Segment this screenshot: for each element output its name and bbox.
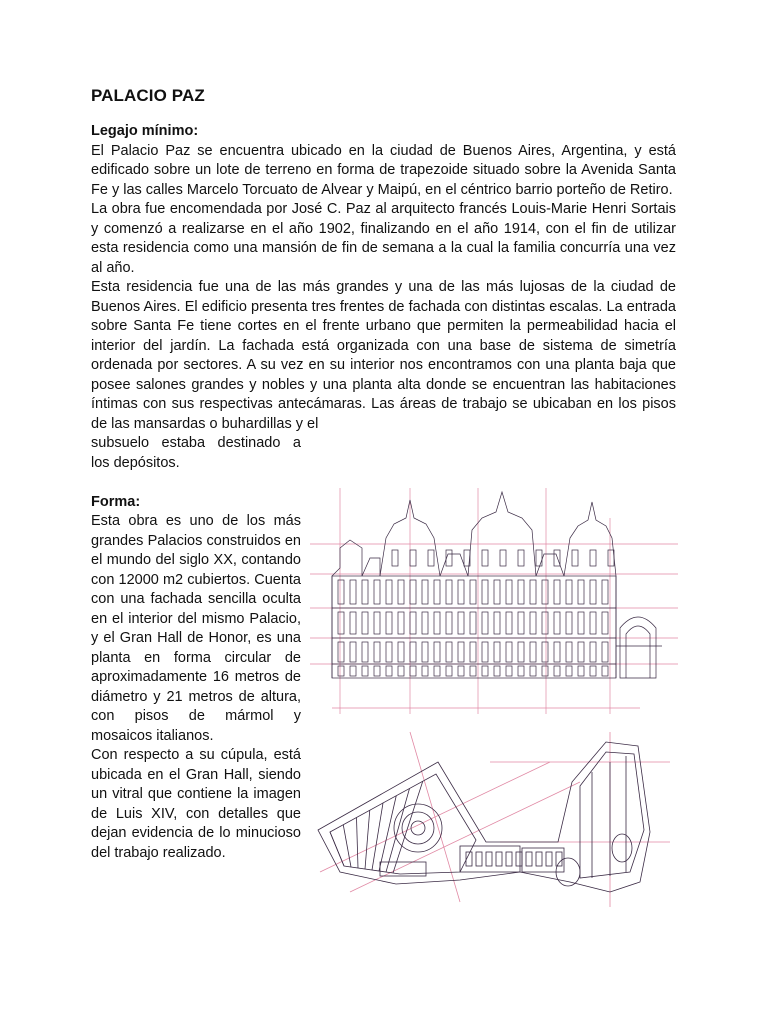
paragraph: Esta obra es uno de los más grandes Palacios construidos en el mundo del siglo XX, contando con 12000 m2 cubiertos. Cuenta con una fachada sencilla oculta en el interior del mismo Palacio, y el Gran Hall de Honor, es una planta en forma circular de aproximadamente 16 metros de diámetro y 21 metros de altura, con pisos de mármol y mosaicos italianos.: [91, 513, 301, 744]
document-title: PALACIO PAZ: [91, 86, 205, 105]
floor-plan-drawing: [310, 722, 678, 912]
paragraph-line: los depósitos.: [91, 454, 180, 471]
paragraph: El Palacio Paz se encuentra ubicado en la ciudad de Buenos Aires, Argentina, y está edificado sobre un lote de terreno en forma de trapezoide situado sobre la Avenida Santa Fe y las calles Marcelo Torcuato de Alvear y Maipú, en el céntrico barrio porteño de Retiro.: [91, 142, 676, 198]
figures-column: [310, 478, 678, 912]
paragraph-line: subsuelo estaba destinado a: [91, 435, 301, 451]
paragraph: Esta residencia fue una de las más grandes y una de las más lujosas de la ciudad de Buenos Aires. El edificio presenta tres frentes de fachada con distintas escalas. La entrada sobre Santa Fe tiene cortes en el frente urbano que permiten la permeabilidad hacia el interior del jardín. La fachada está organizada con una base de sistema de simetría ordenada por sectores. A su vez en su interior nos encontramos con una planta baja que posee salones grandes y nobles y una planta alta donde se encuentran las habitaciones íntimas con sus respectivas antecámaras. Las áreas de trabajo se ubicaban en los pisos de las mansardas o buhardillas y el: [91, 279, 676, 432]
section-heading-legajo: Legajo mínimo:: [91, 123, 199, 139]
facade-elevation-drawing: [310, 478, 678, 714]
section-heading-forma: Forma:: [91, 493, 141, 510]
paragraph: Con respecto a su cúpula, está ubicada en el Gran Hall, siendo un vitral que contiene la imagen de Luis XIV, con detalles que dejan evidencia de lo minucioso del trabajo realizado.: [91, 747, 301, 861]
paragraph: La obra fue encomendada por José C. Paz al arquitecto francés Louis-Marie Henri Sortais y comenzó a realizarse en el año 1902, finalizando en el año 1914, con el fin de utilizar esta residencia como una mansión de fin de semana a la cual la familia concurría una vez al año.: [91, 201, 676, 276]
